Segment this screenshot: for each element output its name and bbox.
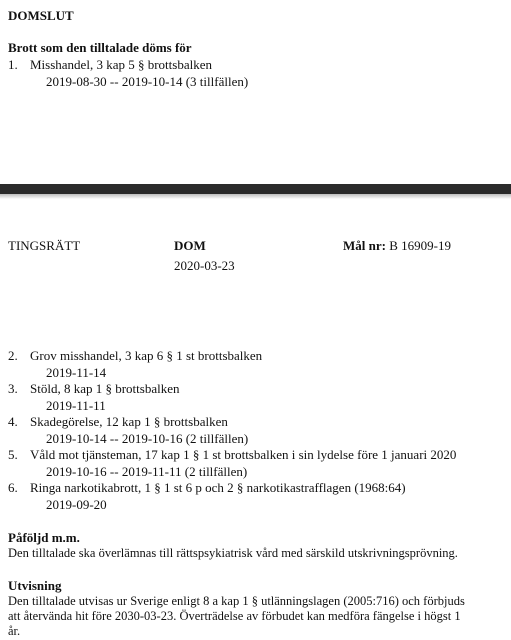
item-date: 2019-10-16 -- 2019-11-11 (2 tillfällen) — [46, 464, 248, 479]
item-text: Grov misshandel, 3 kap 6 § 1 st brottsbalken — [30, 348, 263, 363]
case-number — [343, 238, 451, 254]
item-date: 2019-10-14 -- 2019-10-16 (2 tillfällen) — [46, 431, 249, 446]
item-date: 2019-11-14 — [46, 365, 107, 380]
item-number: 3. — [8, 381, 18, 396]
pafoljd-text: Den tilltalade ska överlämnas till rättspsykiatrisk vård med särskild utskrivningsprövning. — [8, 546, 458, 560]
doc-date: 2020-03-23 — [174, 258, 235, 273]
doc-type: DOM — [174, 238, 206, 253]
item-text: Skadegörelse, 12 kap 1 § brottsbalken — [30, 414, 228, 429]
list-item — [8, 348, 262, 364]
case-value: B 16909-19 — [389, 238, 451, 253]
item-date: 2019-11-11 — [46, 398, 106, 413]
item-number: 6. — [8, 480, 18, 495]
item-number: 1. — [8, 57, 18, 72]
court-name: TINGSRÄTT — [8, 238, 81, 253]
utvisning-line-1: Den tilltalade utvisas ur Sverige enligt 8 a kap 1 § utlänningslagen (2005:716) och förbjuds — [8, 594, 465, 608]
utvisning-line-2: att återvända hit före 2030-03-23. Överträdelse av förbudet kan medföra fängelse i högst 1 — [8, 609, 461, 623]
list-item — [8, 57, 212, 73]
page-divider — [0, 184, 511, 194]
utvisning-title: Utvisning — [8, 578, 62, 593]
case-label: Mål nr: — [343, 238, 386, 253]
item-text: Stöld, 8 kap 1 § brottsbalken — [30, 381, 180, 396]
list-item — [8, 414, 228, 430]
item-text: Ringa narkotikabrott, 1 § 1 st 6 p och 2 § narkotikastrafflagen (1968:64) — [30, 480, 406, 495]
list-item — [8, 447, 456, 463]
page-divider-shadow — [0, 194, 511, 199]
pafoljd-title: Påföljd m.m. — [8, 530, 80, 545]
item-number: 2. — [8, 348, 18, 363]
section-title: Brott som den tilltalade döms för — [8, 40, 192, 55]
list-item — [8, 480, 406, 496]
item-date: 2019-08-30 -- 2019-10-14 (3 tillfällen) — [46, 74, 249, 89]
item-text: Våld mot tjänsteman, 17 kap 1 § 1 st brottsbalken i sin lydelse före 1 januari 2020 — [30, 447, 457, 462]
list-item — [8, 381, 180, 397]
utvisning-line-3: år. — [8, 624, 21, 638]
item-text: Misshandel, 3 kap 5 § brottsbalken — [30, 57, 212, 72]
item-date: 2019-09-20 — [46, 497, 107, 512]
item-number: 5. — [8, 447, 18, 462]
item-number: 4. — [8, 414, 18, 429]
domslut-heading: DOMSLUT — [8, 8, 74, 23]
